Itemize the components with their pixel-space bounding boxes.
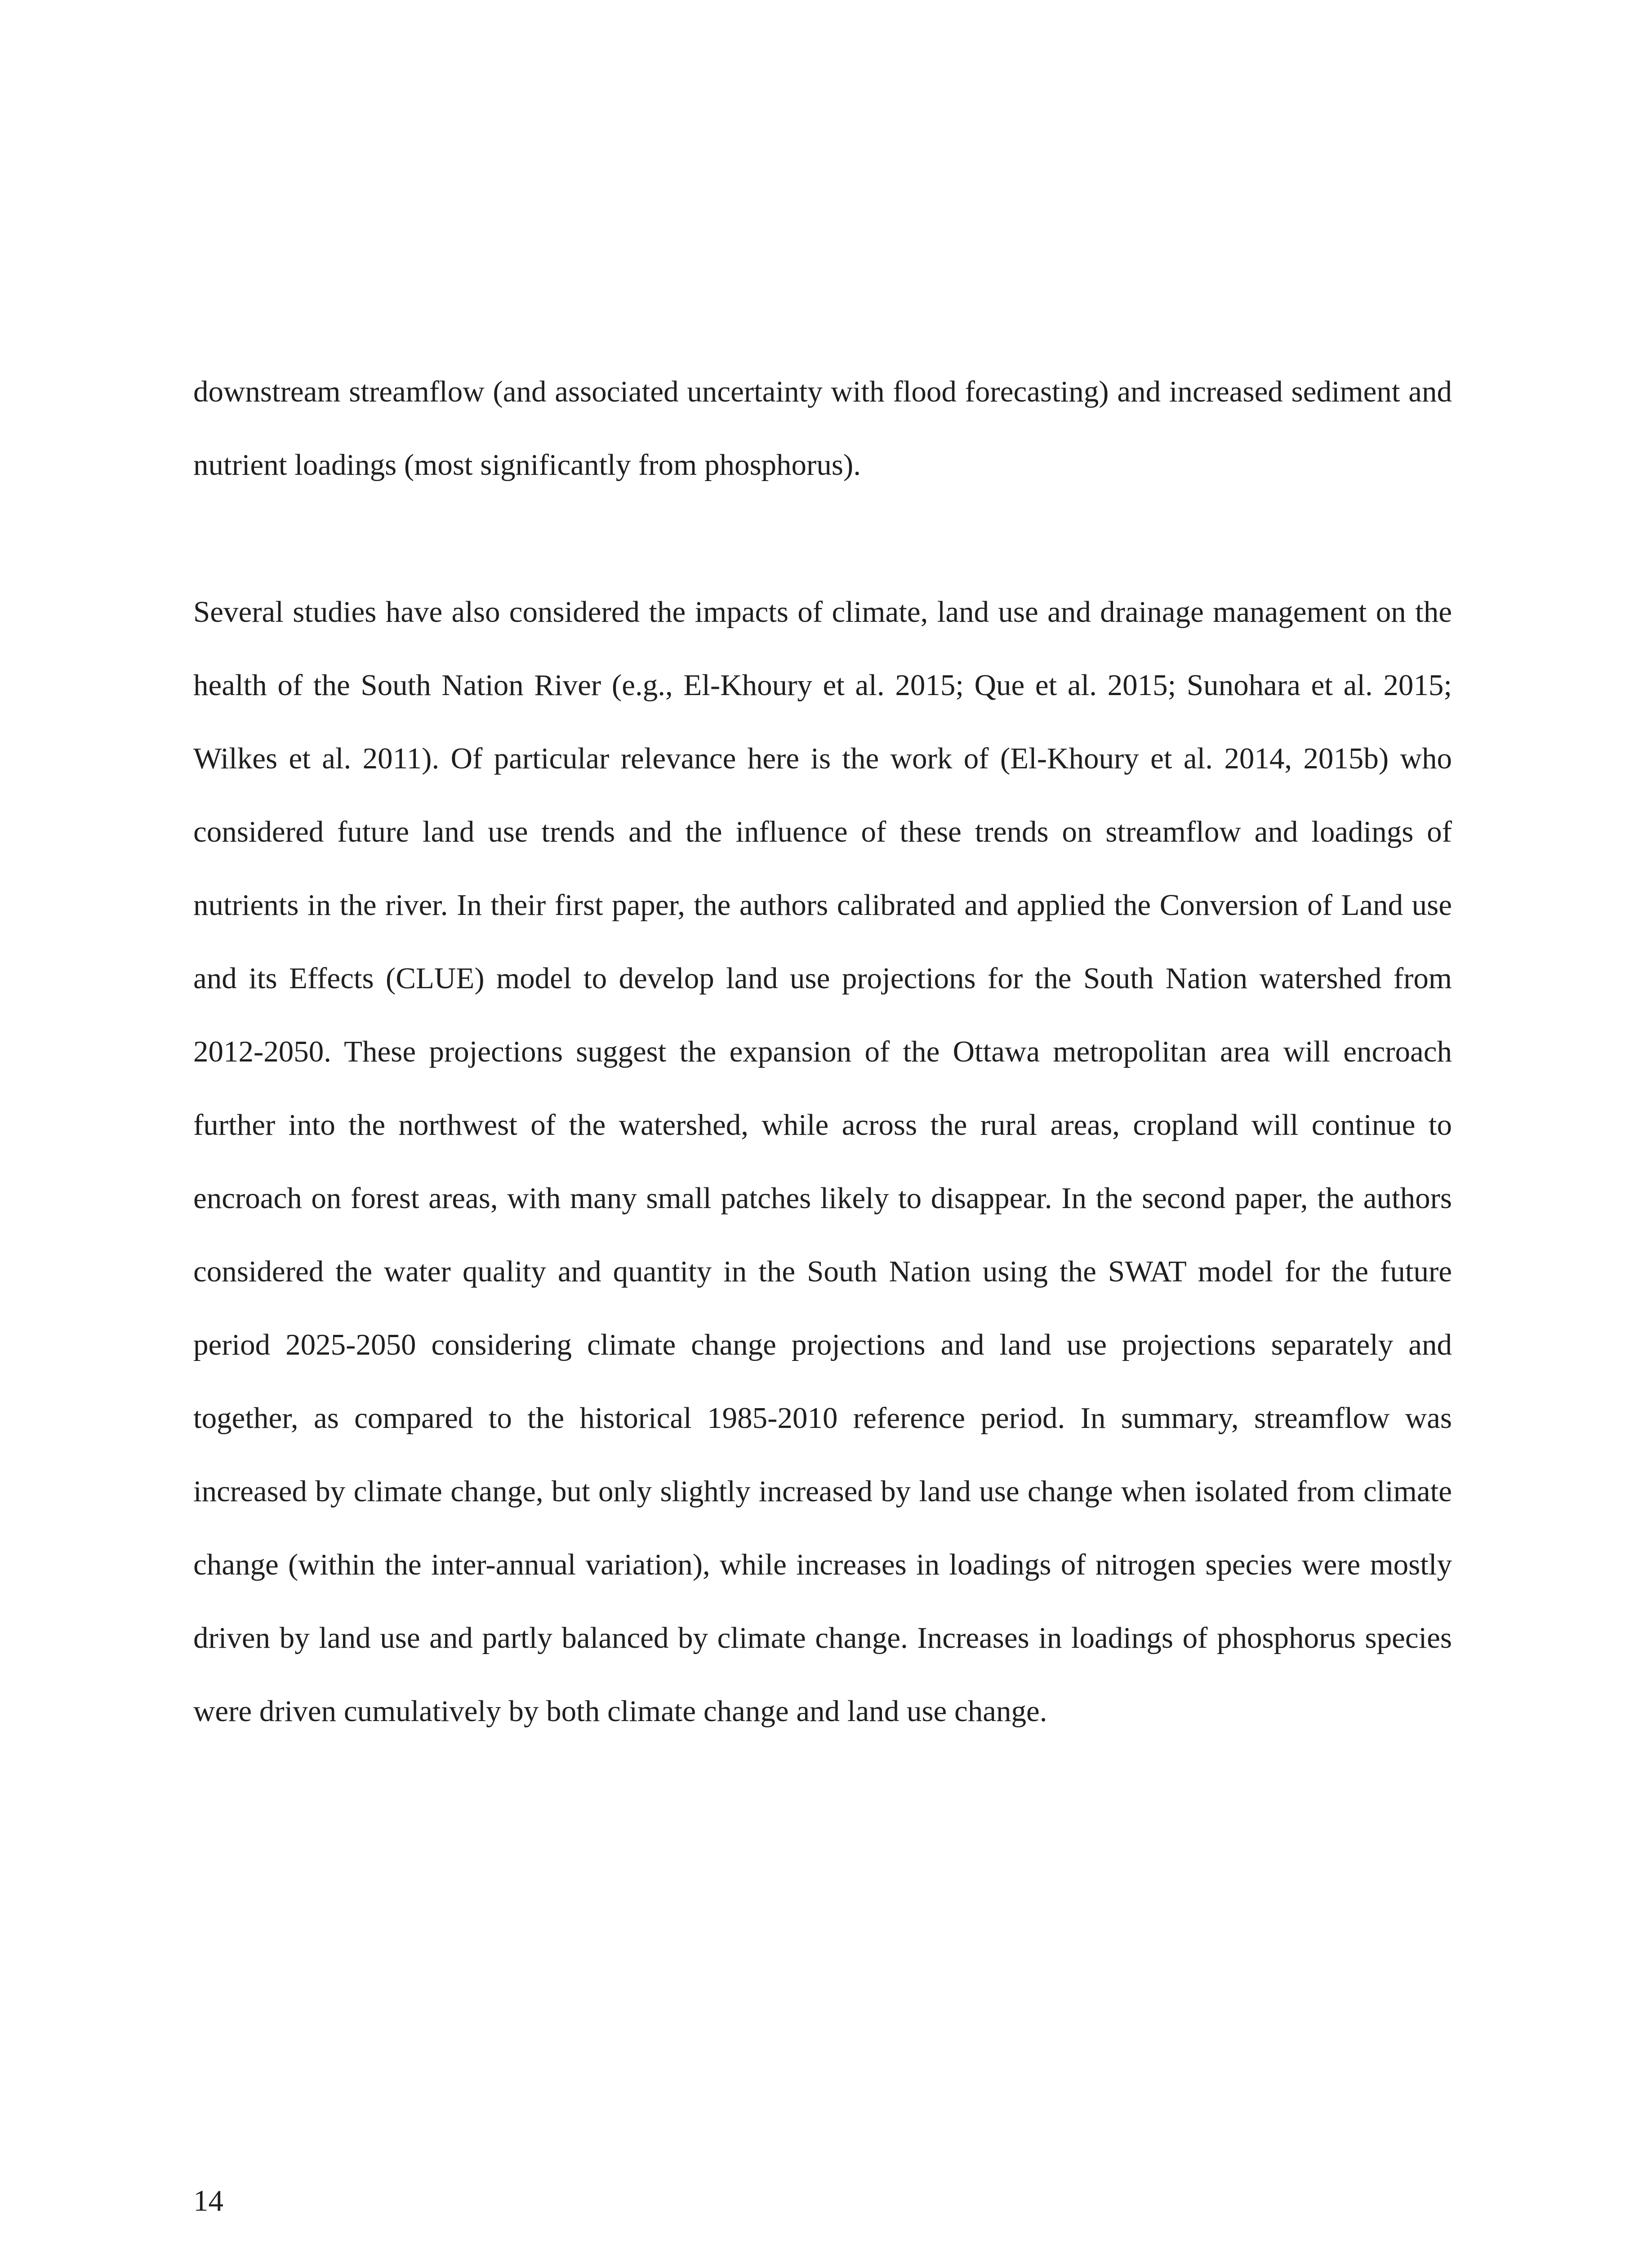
- paragraph-continuation: downstream streamflow (and associated uncertainty with flood forecasting) and increased sediment and nutrient loadings (most significantly from phosphorus).: [193, 375, 1452, 482]
- paragraph-studies: Several studies have also considered the impacts of climate, land use and drainage management on the health of the South Nation River (e.g., El-Khoury et al. 2015; Que et al. 2015; Sunohara et al. 2015; Wilkes et al. 2011). Of particular relevance here is the work of (El-Khoury et al. 2014, 2015b) who considered future land use trends and the influence of these trends on streamflow and loadings of nutrients in the river. In their first paper, the authors calibrated and applied the Conversion of Land use and its Effects (CLUE) model to develop land use projections for the South Nation watershed from 2012-2050. These projections suggest the expansion of the Ottawa metropolitan area will encroach further into the northwest of the watershed, while across the rural areas, cropland will continue to encroach on forest areas, with many small patches likely to disappear. In the second paper, the authors considered the water quality and quantity in the South Nation using the SWAT model for the future period 2025-2050 considering climate change projections and land use projections separately and together, as compared to the historical 1985-2010 reference period. In summary, streamflow was increased by climate change, but only slightly increased by land use change when isolated from climate change (within the inter-annual variation), while increases in loadings of nitrogen species were mostly driven by land use and partly balanced by climate change. Increases in loadings of phosphorus species were driven cumulatively by both climate change and land use change.: [193, 595, 1452, 1728]
- page-number: 14: [193, 2184, 223, 2217]
